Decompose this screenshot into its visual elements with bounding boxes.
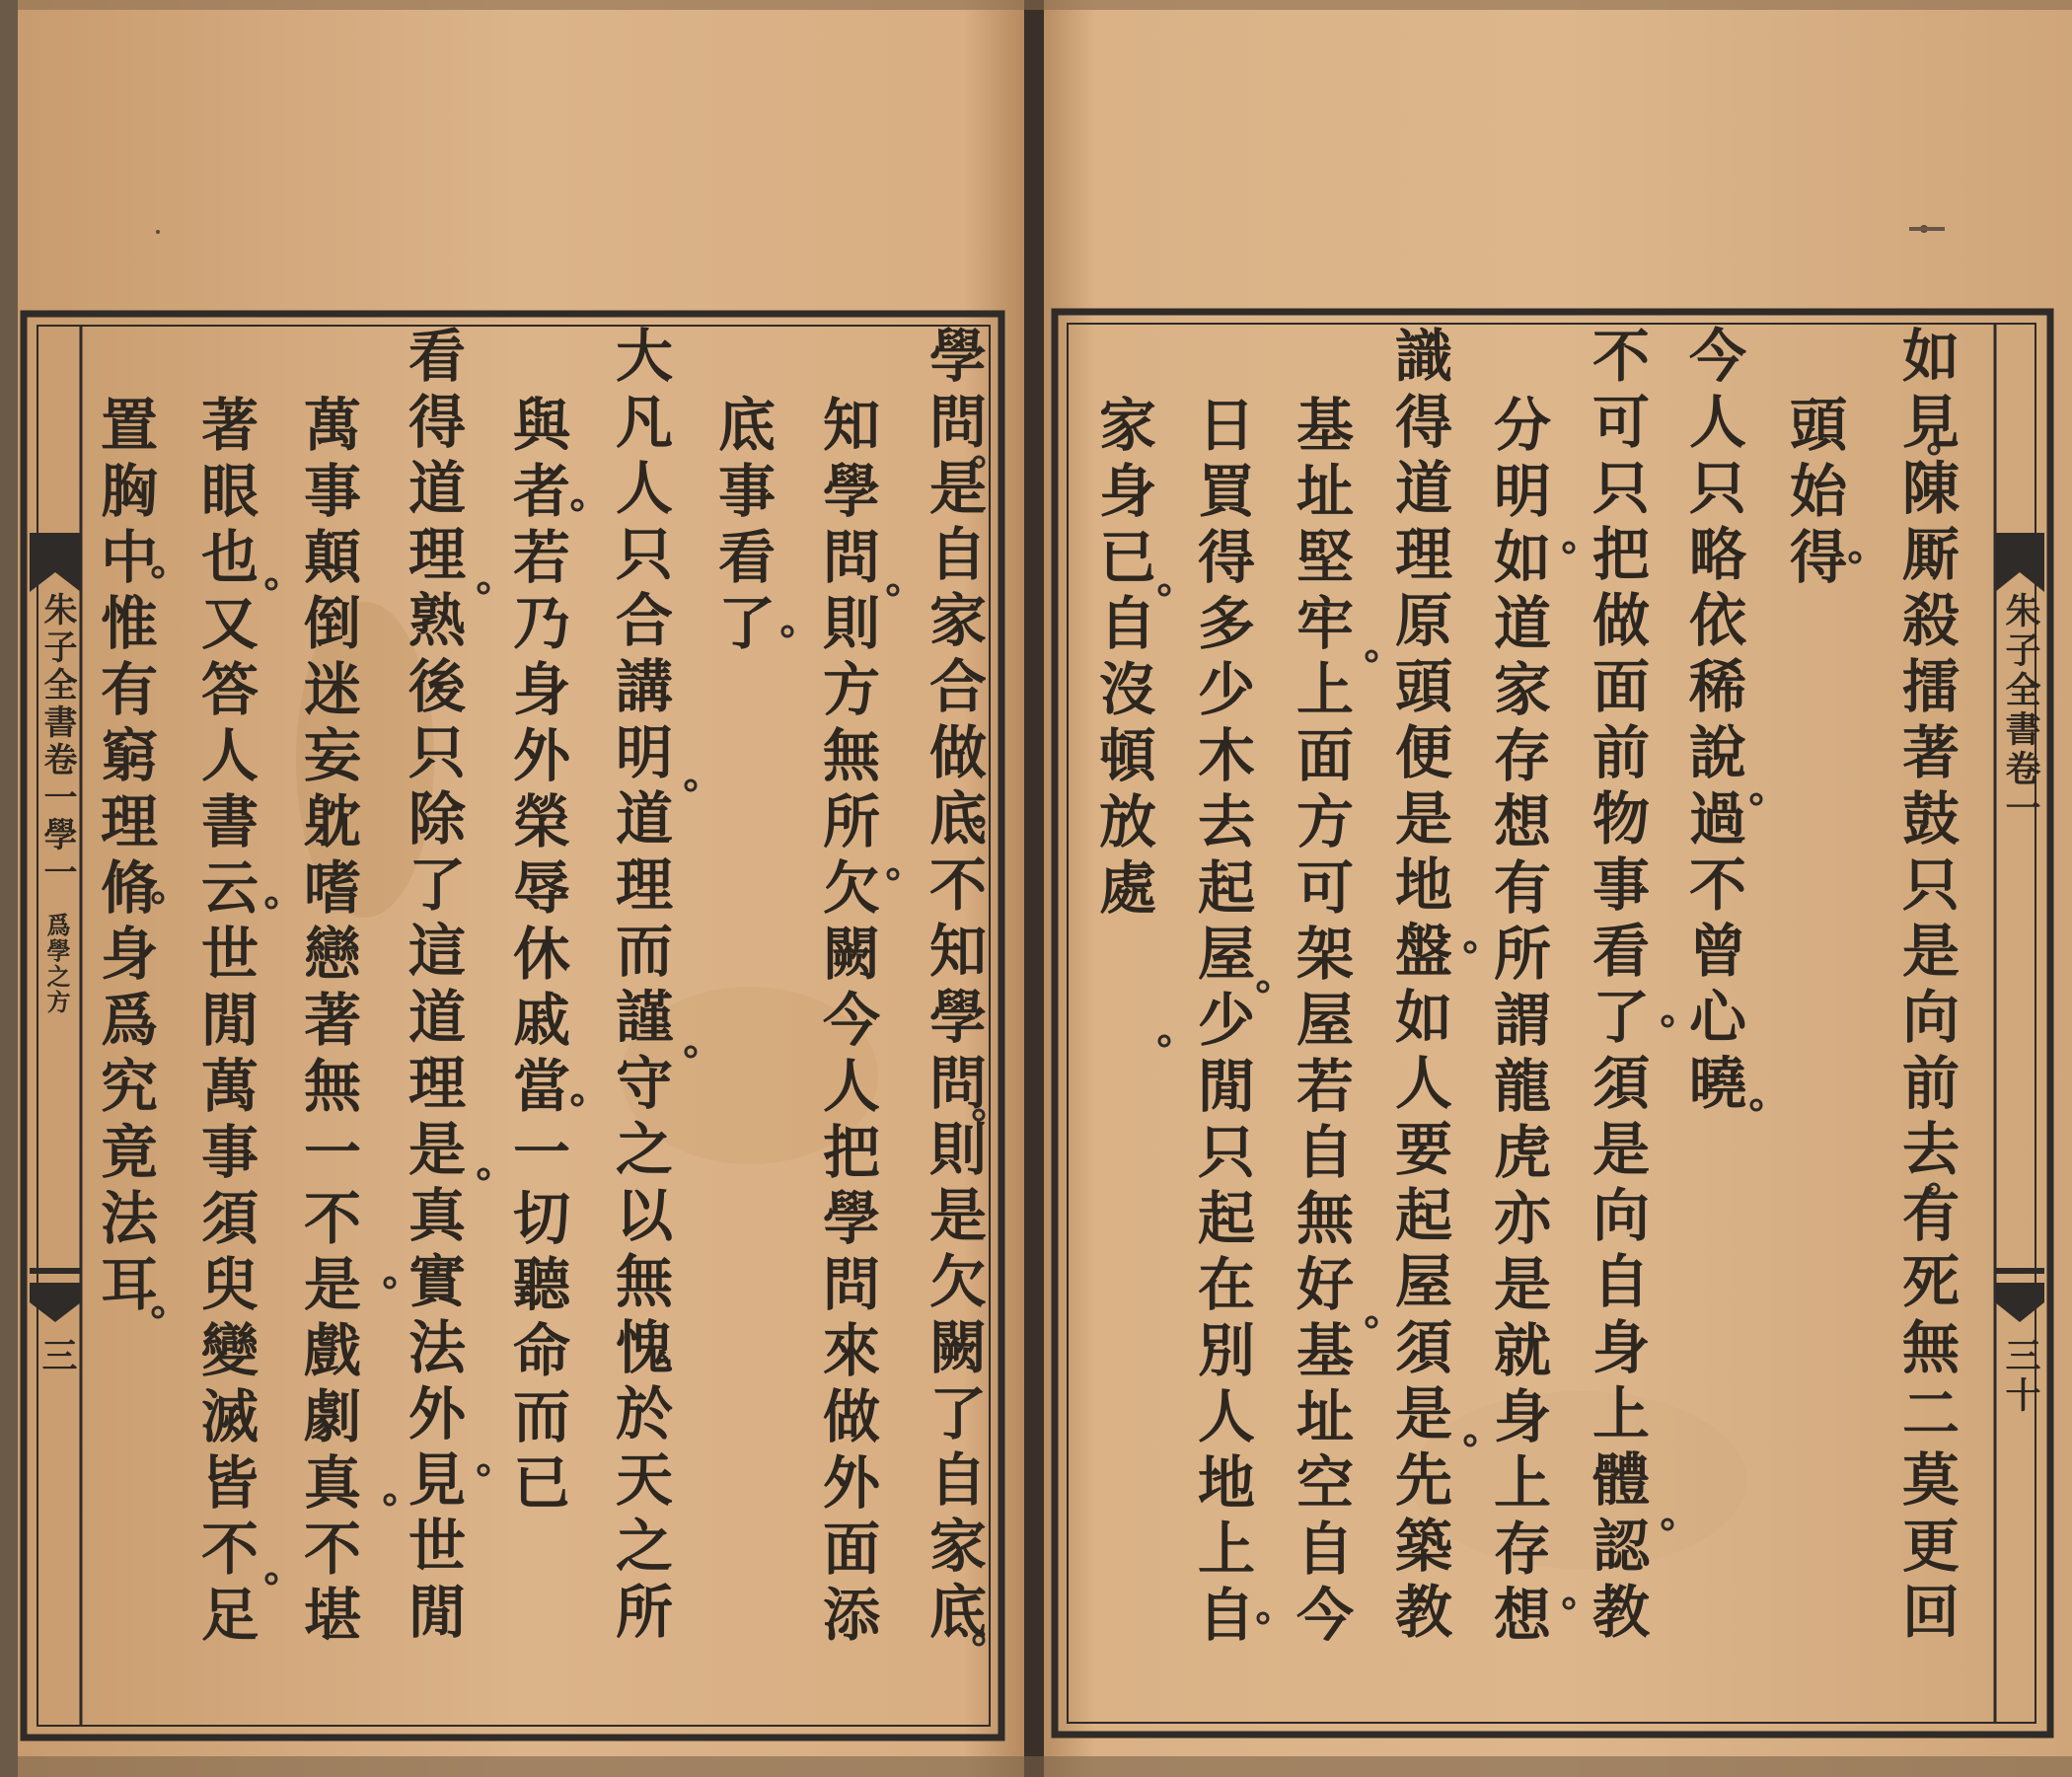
left-column-4: 大凡人只合講明道理而謹守之以無愧於天之所 [606,326,673,1648]
right-column-6: 識得道理原頭便是地盤如人要起屋須是先築教 [1385,326,1452,1648]
left-column-2: 知學問則方無所欠闕今人把學問來做外面添 [813,395,880,1651]
right-column-4: 不可只把做面前物事看了須是向自身上體認教 [1583,326,1650,1648]
right-column-2: 頭始得 [1780,395,1847,593]
right-margin-page-number: 三十 [2000,1337,2041,1416]
left-column-8: 著眼也又答人書云世閒萬事須臾變滅皆不足 [191,395,259,1651]
right-column-1: 如見陳厮殺擂著鼓只是向前去有死無二莫更回 [1892,326,1960,1648]
gutter [1024,0,1044,1777]
left-column-3: 底事看了 [708,395,776,659]
left-column-5: 與者若乃身外榮辱休戚當一切聽命而已 [503,395,570,1518]
left-column-7: 萬事顛倒迷妄躭嗜戀著無一不是戲劇真不堪 [294,395,361,1651]
left-margin-title: 朱子全書卷一學一 [37,592,77,892]
left-margin-page-number: 三 [37,1337,78,1376]
right-margin-title: 朱子全書卷一 [2000,592,2041,829]
right-column-5: 分明如道家存想有所謂龍虎亦是就身上存想 [1484,395,1551,1651]
right-column-3: 今人只略依稀說過不曾心曉 [1679,326,1746,1119]
left-column-6: 看得道理熟後只除了這道理是真實法外見世閒 [399,326,466,1648]
right-column-9: 家身已自沒頓放處 [1089,395,1156,924]
left-margin-section: 爲學之方 [42,913,71,1015]
left-column-9: 置胸中惟有窮理脩身爲究竟法耳 [91,395,158,1320]
left-column-1: 學問是自家合做底不知學問則是欠闕了自家底 [920,326,987,1648]
right-column-7: 基址堅牢上面方可架屋若自無好基址空自今 [1287,395,1354,1651]
right-column-8: 日買得多少木去起屋少閒只起在別人地上自 [1188,395,1255,1651]
